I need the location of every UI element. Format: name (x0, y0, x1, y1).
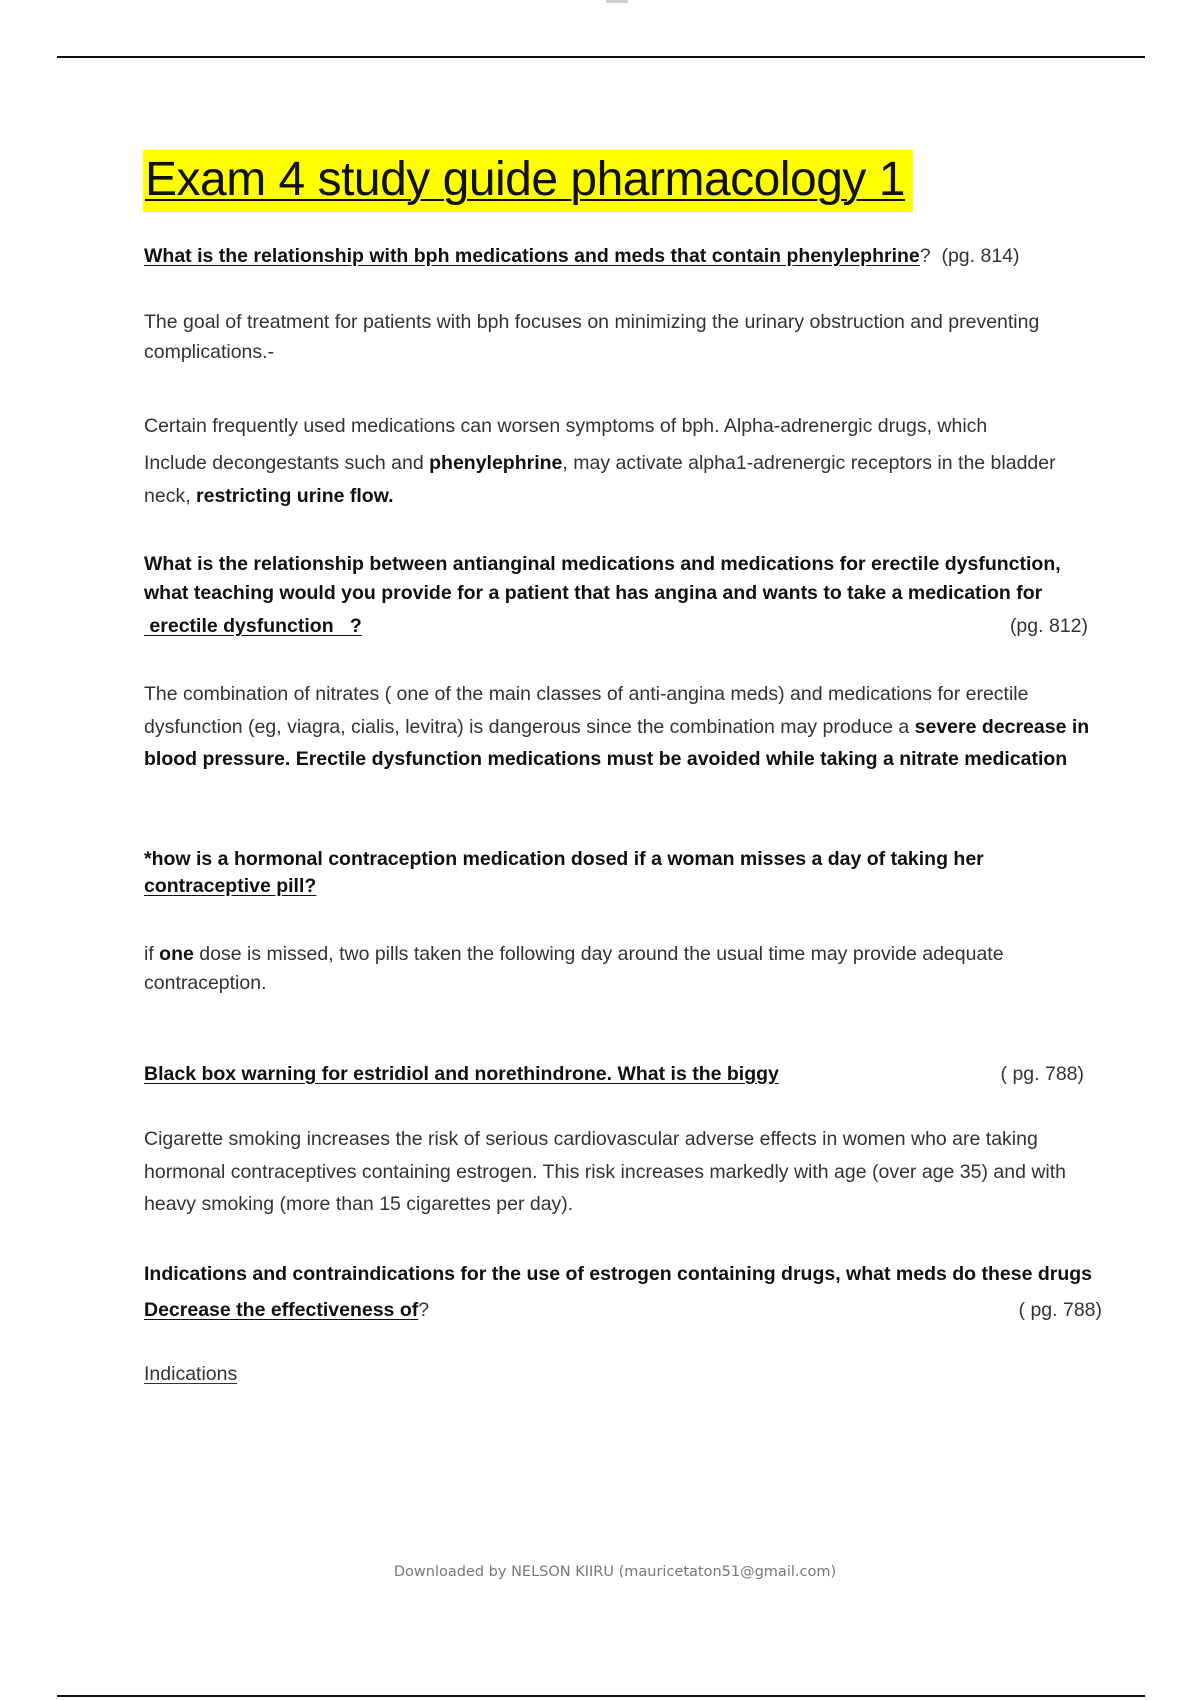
question-antianginal-line3-row (144, 612, 1104, 641)
top-divider (57, 56, 1145, 58)
question-antianginal-line3: erectile dysfunction ? (144, 615, 362, 637)
question-contraception-line2: contraceptive pill? (144, 875, 317, 897)
answer-contraception-one: one (159, 943, 194, 965)
question-contraception (144, 846, 1094, 900)
question-estrogen-line1: Indications and contraindications for the use of estrogen containing drugs, what meds do these drugs (144, 1263, 1093, 1285)
answer-antianginal-bold: severe decrease in blood pressure. Erectile dysfunction medications must be avoided while taking a nitrate medication (144, 715, 1090, 770)
answer-contraception (144, 940, 1064, 998)
answer-bph-line2-end: , may activate alpha1-adrenergic receptors in the bladder (562, 452, 1056, 474)
question-black-box (144, 1059, 1094, 1089)
question-estrogen-suffix: ? (418, 1299, 430, 1321)
top-page-mark (606, 0, 628, 3)
answer-bph-line2-start: Include decongestants such and (144, 452, 430, 474)
question-estrogen (144, 1256, 1102, 1328)
question-bph (144, 241, 1094, 271)
answer-bph-goal: The goal of treatment for patients with bph focuses on minimizing the urinary obstruction and preventing complications.- (144, 311, 1040, 363)
answer-antianginal-text: The combination of nitrates ( one of the main classes of anti-angina meds) and medications for erectile dysfunction (eg, viagra, cialis, levitra) is dangerous since the combination may produce a (144, 683, 1029, 738)
question-antianginal-line2: what teaching would you provide for a patient that has angina and wants to take a medication for (144, 582, 1043, 604)
answer-black-box: Cigarette smoking increases the risk of serious cardiovascular adverse effects in women who are taking hormonal contraceptives containing estrogen. This risk increases markedly with age (over age 35) and with heavy smoking (more than 15 cigarettes per day). (144, 1128, 1067, 1215)
question-bph-ref: (pg. 814) (941, 245, 1020, 267)
answer-bph-line1: Certain frequently used medications can worsen symptoms of bph. Alpha-adrenergic drugs, which (144, 415, 988, 437)
question-bph-text: What is the relationship with bph medications and meds that contain phenylephrine (144, 245, 920, 267)
bottom-divider (57, 1695, 1145, 1697)
question-antianginal-ref: (pg. 812) (1009, 615, 1088, 637)
answer-bph-medications (144, 408, 1094, 515)
download-footer: Downloaded by NELSON KIIRU (mauricetaton51@gmail.com) (393, 1564, 837, 1580)
indications-label: Indications (144, 1363, 238, 1385)
question-black-box-text: Black box warning for estridiol and norethindrone. What is the biggy (144, 1063, 779, 1085)
answer-contraception-start: if (144, 943, 160, 965)
indications-heading (144, 1359, 1094, 1389)
answer-bph-line3 (144, 478, 1094, 515)
answer-bph-phenylephrine: phenylephrine (429, 452, 563, 474)
answer-bph-line2 (144, 445, 1094, 482)
answer-bph-restricting: restricting urine flow. (196, 485, 394, 507)
answer-antianginal (144, 678, 1094, 776)
question-black-box-ref: ( pg. 788) (1000, 1063, 1084, 1085)
question-estrogen-line2-row (144, 1292, 1102, 1328)
question-antianginal (144, 550, 1104, 641)
question-bph-suffix: ? (919, 245, 931, 267)
document-title: Exam 4 study guide pharmacology 1 (145, 153, 905, 206)
title-highlight (143, 150, 913, 212)
question-contraception-line1: *how is a hormonal contraception medication dosed if a woman misses a day of taking her (144, 848, 984, 870)
question-estrogen-line2: Decrease the effectiveness of (144, 1299, 419, 1321)
answer-bph-line3-start: neck, (144, 485, 197, 507)
question-antianginal-line1: What is the relationship between antianginal medications and medications for erectile dysfunction, (144, 553, 1061, 575)
answer-contraception-rest: dose is missed, two pills taken the following day around the usual time may provide adequate contraception. (144, 943, 1004, 994)
question-estrogen-ref: ( pg. 788) (1018, 1299, 1102, 1321)
